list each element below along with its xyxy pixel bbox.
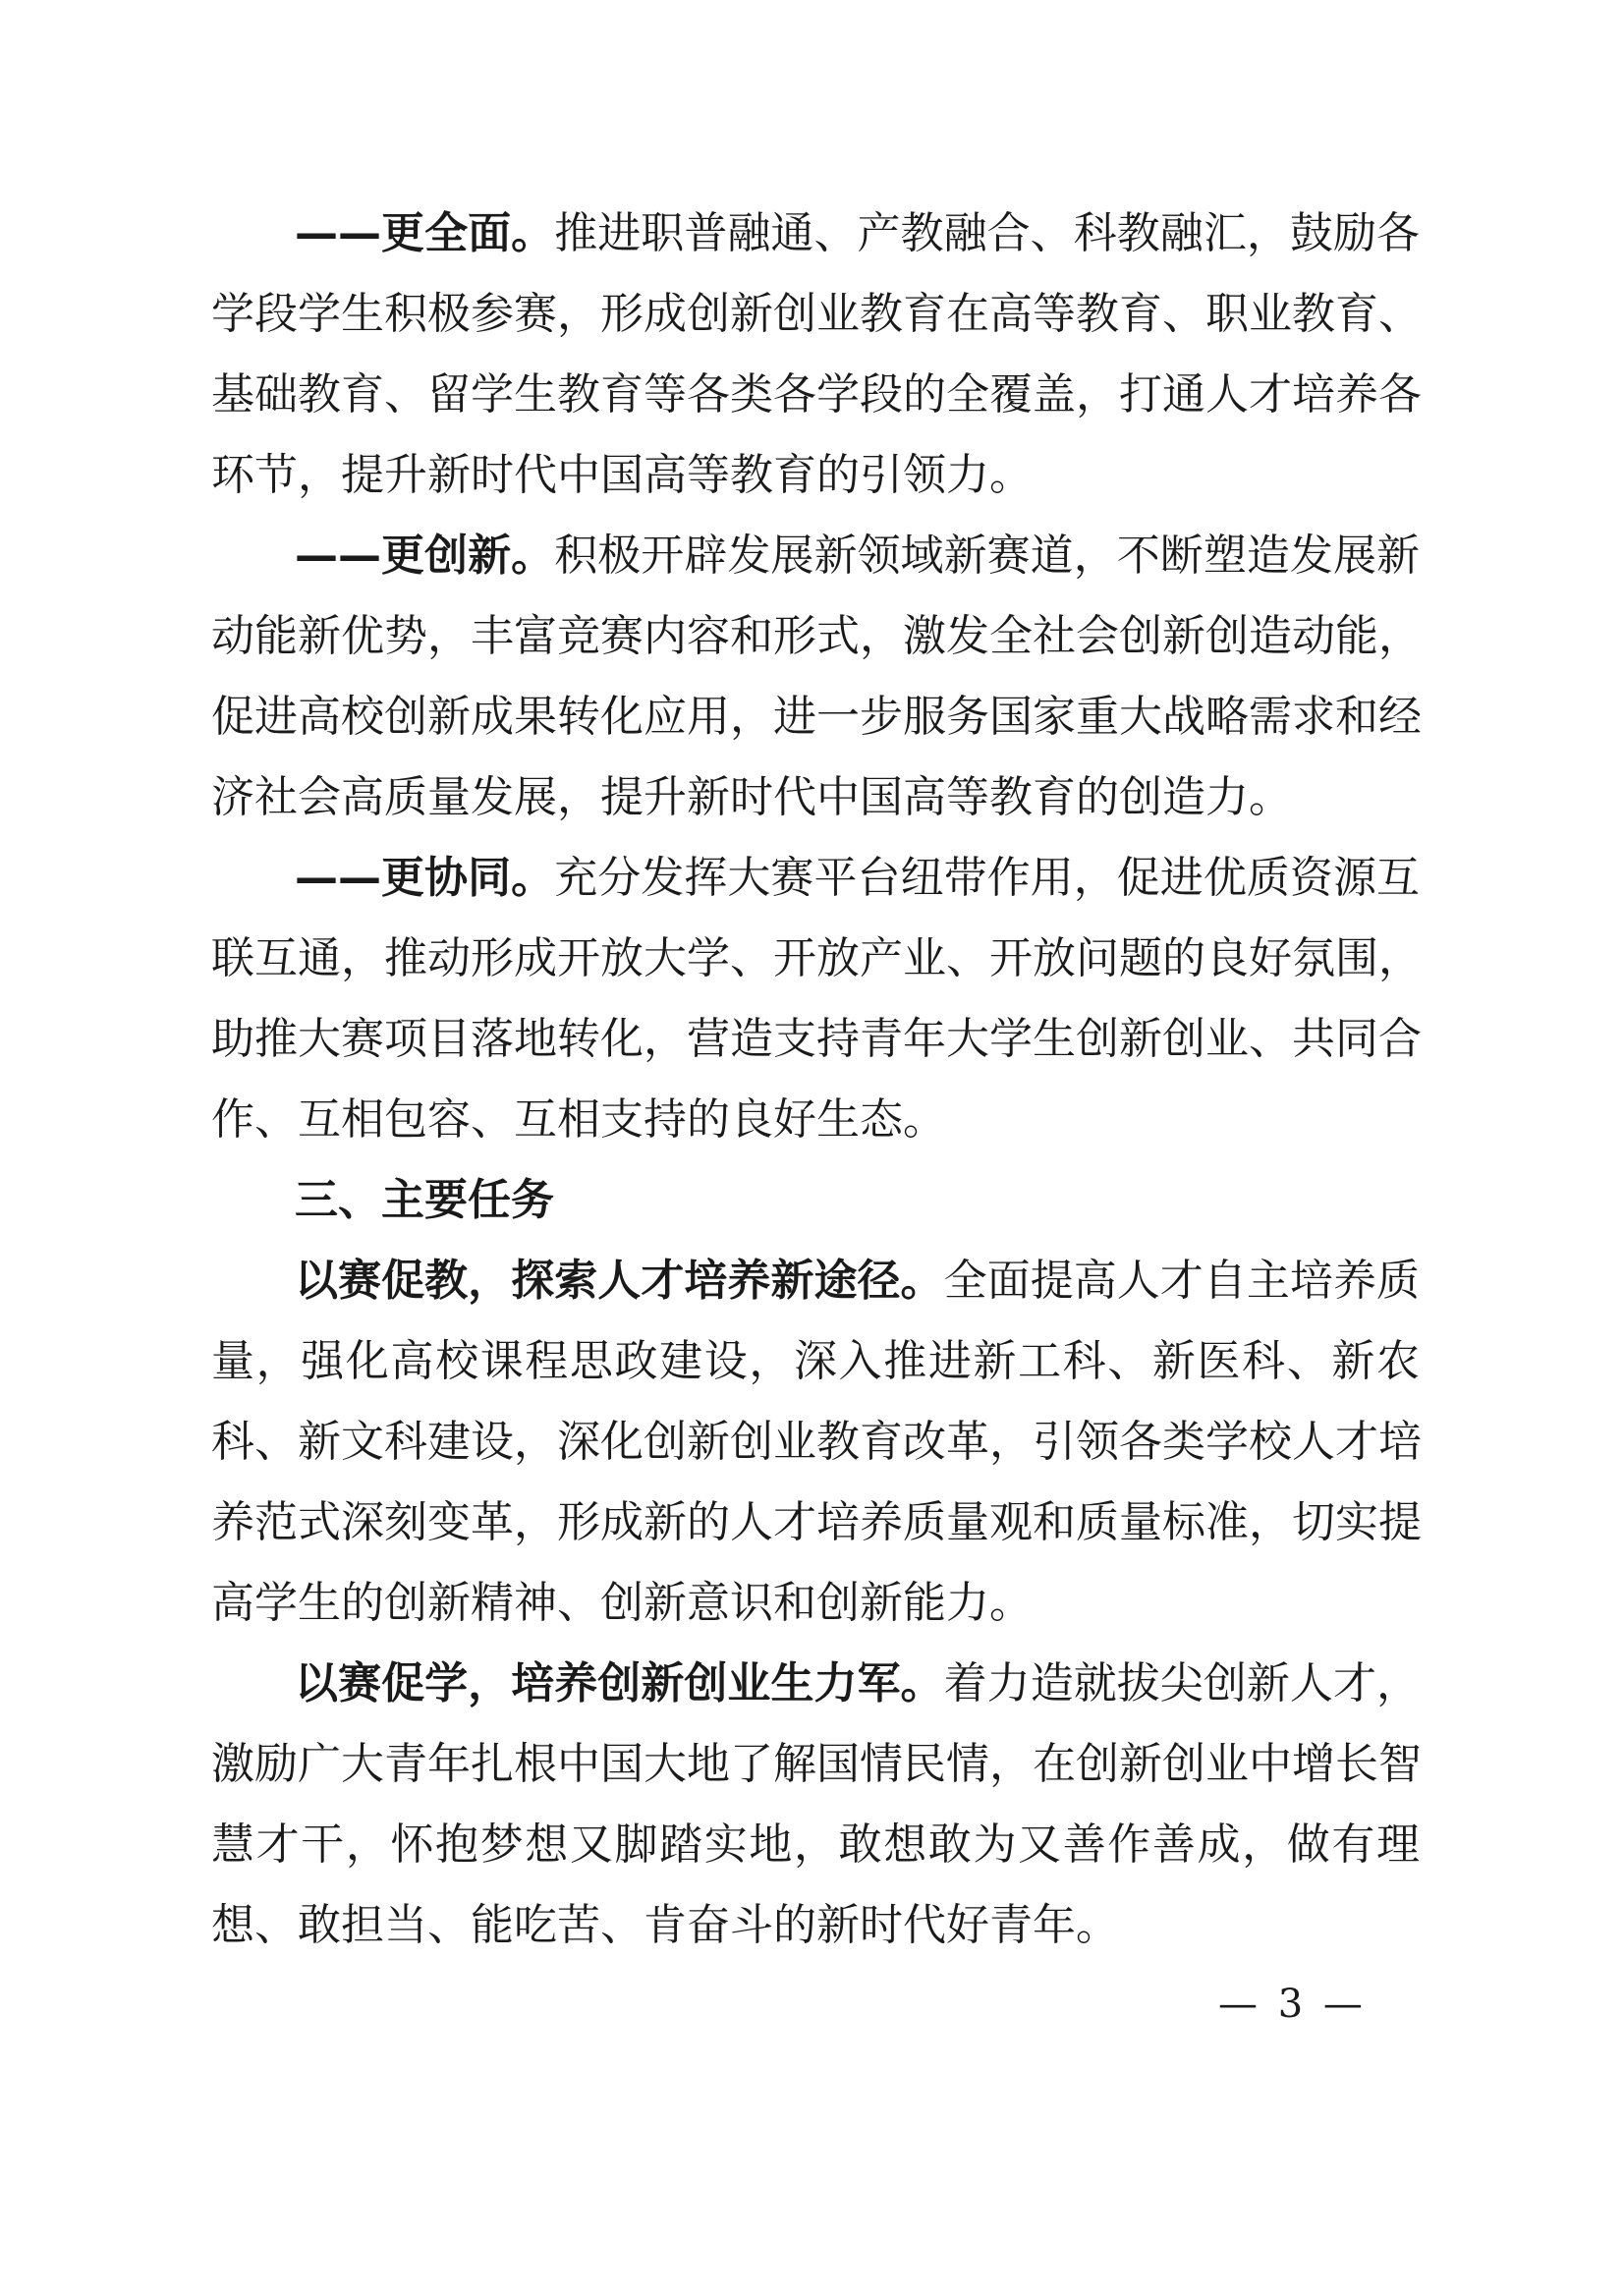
paragraph-line: 慧才干，怀抱梦想又脚踏实地，敢想敢为又善作善成，做有理	[211, 1819, 1420, 1870]
page-number: — 3 —	[1218, 1982, 1367, 2027]
paragraph-line: ——更协同。充分发挥大赛平台纽带作用，促进优质资源互	[295, 853, 1421, 903]
paragraph-line: ——更创新。积极开辟发展新领域新赛道，不断塑造发展新	[295, 531, 1421, 581]
paragraph-line: 科、新文科建设，深化创新创业教育改革，引领各类学校人才培	[211, 1417, 1422, 1467]
paragraph-line: 激励广大青年扎根中国大地了解国情民情，在创新创业中增长智	[211, 1739, 1422, 1789]
paragraph-line: 动能新优势，丰富竞赛内容和形式，激发全社会创新创造动能，	[211, 611, 1422, 661]
paragraph-line: 高学生的创新精神、创新意识和创新能力。	[211, 1578, 1033, 1628]
paragraph-lead: 以赛促教，探索人才培养新途径。	[295, 1256, 944, 1306]
paragraph-line: 量，强化高校课程思政建设，深入推进新工科、新医科、新农	[211, 1336, 1420, 1386]
paragraph-line: 基础教育、留学生教育等各类各学段的全覆盖，打通人才培养各	[211, 369, 1422, 420]
paragraph-line: 想、敢担当、能吃苦、肯奋斗的新时代好青年。	[211, 1900, 1119, 1950]
paragraph-line: 促进高校创新成果转化应用，进一步服务国家重大战略需求和经	[211, 692, 1422, 742]
paragraph-line: 以赛促教，探索人才培养新途径。全面提高人才自主培养质	[295, 1256, 1421, 1306]
paragraph-line: 助推大赛项目落地转化，营造支持青年大学生创新创业、共同合	[211, 1014, 1422, 1064]
section-heading: 三、主要任务	[295, 1175, 554, 1225]
paragraph-line: 学段学生积极参赛，形成创新创业教育在高等教育、职业教育、	[211, 289, 1422, 339]
paragraph-lead: ——更全面。	[295, 208, 555, 258]
paragraph-line: 联互通，推动形成开放大学、开放产业、开放问题的良好氛围，	[211, 933, 1422, 983]
paragraph-line: 养范式深刻变革，形成新的人才培养质量观和质量标准，切实提	[211, 1497, 1422, 1547]
paragraph-lead: ——更协同。	[295, 853, 555, 903]
paragraph-line: ——更全面。推进职普融通、产教融合、科教融汇，鼓励各	[295, 208, 1421, 258]
paragraph-line: 济社会高质量发展，提升新时代中国高等教育的创造力。	[211, 772, 1292, 822]
paragraph-lead: ——更创新。	[295, 531, 555, 581]
paragraph-line: 环节，提升新时代中国高等教育的引领力。	[211, 450, 1033, 500]
paragraph-line: 作、互相包容、互相支持的良好生态。	[211, 1094, 946, 1145]
paragraph-line: 以赛促学，培养创新创业生力军。着力造就拔尖创新人才，	[295, 1658, 1421, 1708]
paragraph-lead: 以赛促学，培养创新创业生力军。	[295, 1658, 944, 1708]
